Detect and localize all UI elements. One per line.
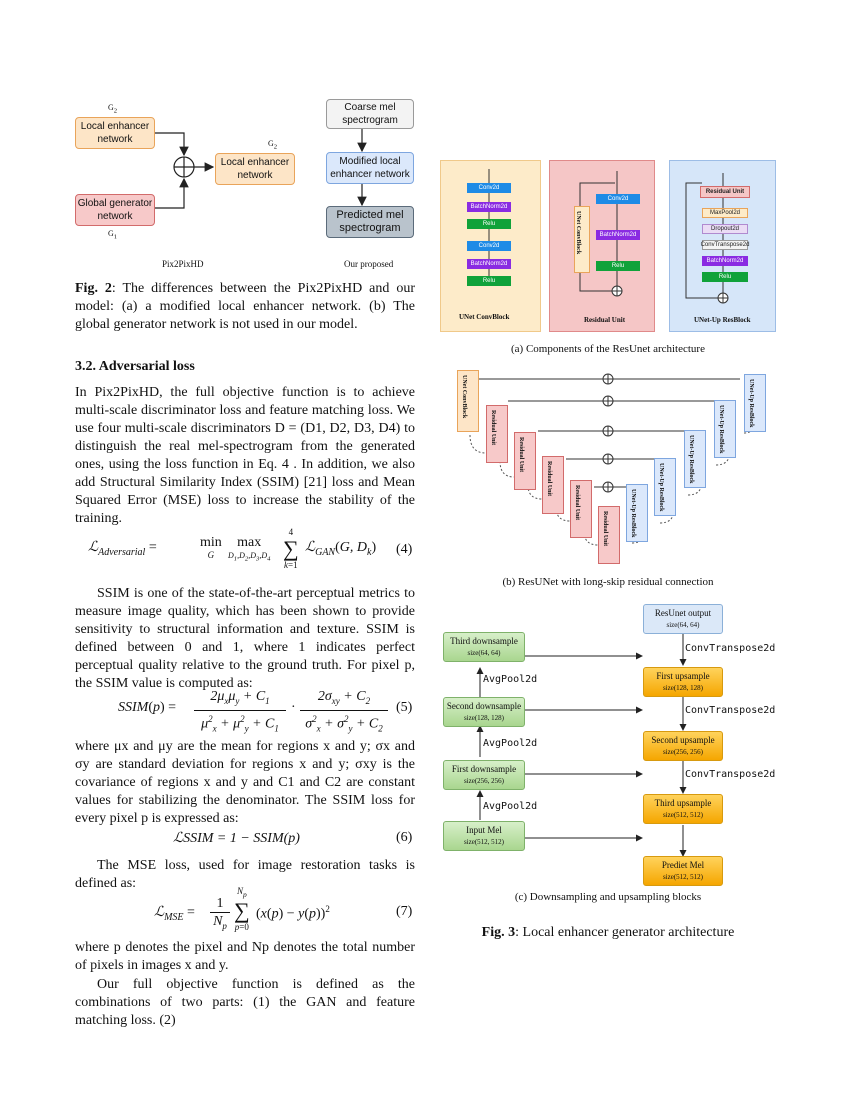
g1-label xyxy=(108,229,117,241)
3b-residual-unit-2 xyxy=(514,432,536,490)
convtranspose-label-3: ConvTranspose2d xyxy=(685,769,776,780)
our-proposed-label: Our proposed xyxy=(344,259,394,269)
convtranspose-label-2: ConvTranspose2d xyxy=(685,705,776,716)
paragraph-1: In Pix2PixHD, the full objective function is to achieve multi-scale discriminator loss and feature matching loss. We use four multi-scale discriminators D = (D1, D2, D3, D4) to distinguish the real mel-spectrogram from the generated ones, using the loss function in Eq. 4 . In addition, we also add Structural Similarity Index (SSIM) [21] loss and Mean Squared Error (MSE) loss to increase the stability of the training. xyxy=(75,385,415,526)
unet-convblock-label: UNet ConvBlock xyxy=(459,313,510,321)
3b-unet-up-3 xyxy=(684,430,706,488)
avgpool-label-1: AvgPool2d xyxy=(483,674,538,685)
fig3b-caption: (b) ResUNet with long-skip residual connection xyxy=(502,576,714,588)
g2-top-text: G xyxy=(108,103,114,112)
equation-7: ℒ$_{MSE}$ = 1 $N_p$ $N_p$ ∑ p=0 $(x(p) - y(p))^2$ xyxy=(154,886,330,932)
fig2-caption-bold: Fig. 2 xyxy=(75,281,112,296)
relu-block-1: Relu xyxy=(467,219,511,229)
3b-unet-up-4 xyxy=(714,400,736,458)
predicted-mel-text: Predicted mel spectrogram xyxy=(336,209,404,234)
fig3a-caption: (a) Components of the ResUnet architecture xyxy=(511,343,705,355)
3b-residual-unit-3 xyxy=(542,456,564,514)
section-heading: 3.2. Adversarial loss xyxy=(75,359,195,374)
local-enhancer-1-text: Local enhancer network xyxy=(80,121,150,145)
local-enhancer-box-2 xyxy=(215,153,295,185)
second-up-size: size(256, 256) xyxy=(662,748,704,756)
equation-5: SSIM(p) = $2\mu_x\mu_y + C_1$ $\mu^2_x + \mu^2_y + C_1$ · $2\sigma_{xy} + C_2$ $\sigma^2_x + \sigma^2_y + C_2$ xyxy=(110,688,390,730)
coarse-mel-box xyxy=(326,99,414,129)
paragraph-4: The MSE loss, used for image restoration tasks is defined as: xyxy=(75,858,415,891)
g2-label-right xyxy=(268,139,277,151)
3b-unet-up-5-label: UNet-Up ResBlock xyxy=(748,379,754,428)
paragraph-5: where p denotes the pixel and Np denotes the total number of pixels in images x and y. xyxy=(75,940,415,973)
3b-residual-unit-3-label: Residual Unit xyxy=(546,461,552,497)
modified-local-enhancer-box xyxy=(326,152,414,184)
unet-up-resblock-label: UNet-Up ResBlock xyxy=(694,316,751,324)
second-downsample-box xyxy=(443,697,525,727)
third-down-text: Third downsample xyxy=(450,636,518,646)
g2-top-sub: 2 xyxy=(113,107,118,115)
g2-right-sub: 2 xyxy=(273,143,278,151)
eq6-number: (6) xyxy=(396,830,413,845)
coarse-mel-text: Coarse mel spectrogram xyxy=(342,102,398,126)
third-up-text: Third upsample xyxy=(654,798,712,808)
up-residual-unit: Residual Unit xyxy=(700,186,750,198)
g2-right-text: G xyxy=(268,139,274,148)
3b-residual-unit-2-label: Residual Unit xyxy=(518,437,524,473)
first-down-text: First downsample xyxy=(451,764,517,774)
3b-residual-unit-1-label: Residual Unit xyxy=(490,410,496,446)
batchnorm-block-1: BatchNorm2d xyxy=(467,202,511,212)
resunet-output-box xyxy=(643,604,723,634)
predict-mel-box xyxy=(643,856,723,886)
dropout-block: Dropout2d xyxy=(702,224,748,234)
third-up-size: size(512, 512) xyxy=(662,811,704,819)
equation-6: ℒSSIM = 1 − SSIM(p) xyxy=(173,831,300,846)
convtranspose-block: ConvTranspose2d xyxy=(700,242,750,248)
avgpool-label-3: AvgPool2d xyxy=(483,801,538,812)
conv2d-block-2: Conv2d xyxy=(467,241,511,251)
relu-block-2: Relu xyxy=(467,276,511,286)
up-batchnorm-block: BatchNorm2d xyxy=(702,256,748,266)
avgpool-label-2: AvgPool2d xyxy=(483,738,538,749)
local-enhancer-2-text: Local enhancer network xyxy=(220,157,290,181)
conv2d-block-1: Conv2d xyxy=(467,183,511,193)
global-generator-box xyxy=(75,194,155,226)
3b-unet-up-3-label: UNet-Up ResBlock xyxy=(688,435,694,484)
residual-conv2d: Conv2d xyxy=(596,194,640,204)
g1-sub: 1 xyxy=(113,233,118,241)
eq5-number: (5) xyxy=(396,700,413,715)
g2-label-top xyxy=(108,103,117,115)
residual-unit-label: Residual Unit xyxy=(584,316,626,324)
3b-unet-up-1-label: UNet-Up ResBlock xyxy=(630,489,636,538)
third-upsample-box xyxy=(643,794,723,824)
g1-text: G xyxy=(108,229,114,238)
3b-residual-unit-5 xyxy=(598,506,620,564)
3b-residual-unit-4-label: Residual Unit xyxy=(574,485,580,521)
3b-unet-up-2-label: UNet-Up ResBlock xyxy=(658,463,664,512)
paragraph-3: where μx and μy are the mean for regions x and y; σx and σy are standard deviation for regions x and y; σxy is the covariance of regions x and y and C1 and C2 are constant values for stabilizing the denominator. The SSIM loss for every pixel p is expressed as: xyxy=(75,739,415,826)
fig2-caption-text: : The differences between the Pix2PixHD and our model: (a) a modified local enhancer network. (b) The global generator network is not used in our model. xyxy=(75,281,415,332)
eq7-number: (7) xyxy=(396,904,413,919)
residual-batchnorm: BatchNorm2d xyxy=(596,230,640,240)
input-mel-box xyxy=(443,821,525,851)
second-upsample-box xyxy=(643,731,723,761)
convtranspose-label-1: ConvTranspose2d xyxy=(685,643,776,654)
first-up-text: First upsample xyxy=(656,671,710,681)
predicted-mel-box xyxy=(326,206,414,238)
fig3c-caption: (c) Downsampling and upsampling blocks xyxy=(514,891,702,903)
3b-residual-unit-4 xyxy=(570,480,592,538)
second-up-text: Second upsample xyxy=(651,735,715,745)
first-downsample-box xyxy=(443,760,525,790)
up-relu-block: Relu xyxy=(702,272,748,282)
third-down-size: size(64, 64) xyxy=(467,649,501,657)
paragraph-6: Our full objective function is defined as the combinations of two parts: (1) the GAN and feature matching loss. (2) xyxy=(75,977,415,1028)
fig3-caption-text: : Local enhancer generator architecture xyxy=(515,925,735,940)
predict-mel-size: size(512, 512) xyxy=(662,873,704,881)
first-down-size: size(256, 256) xyxy=(463,777,505,785)
eq4-number: (4) xyxy=(396,542,413,557)
second-down-text: Second downsample xyxy=(446,701,522,711)
batchnorm-block-2: BatchNorm2d xyxy=(467,259,511,269)
fig3-caption xyxy=(440,924,776,942)
3b-unet-up-4-label: UNet-Up ResBlock xyxy=(718,405,724,454)
equation-4: ℒ$_{Adversarial}$ = min G max $D_1,D_2,D_3,D_4$ 4 ∑ k=1 ℒ$_{GAN}$(G, $D_k$) xyxy=(88,527,377,570)
residual-unit-panel xyxy=(549,160,655,332)
unet-up-resblock-panel xyxy=(669,160,776,332)
3b-unet-up-2 xyxy=(654,458,676,516)
convblock-mini-label: UNet ConvBlock xyxy=(575,211,581,255)
first-upsample-box xyxy=(643,667,723,697)
3b-unet-up-1 xyxy=(626,484,648,542)
local-enhancer-box-1 xyxy=(75,117,155,149)
3b-residual-unit-1 xyxy=(486,405,508,463)
predict-mel-text: Prediet Mel xyxy=(661,860,705,870)
unet-convblock-panel xyxy=(440,160,541,332)
first-up-size: size(128, 128) xyxy=(662,684,704,692)
3b-unet-convblock xyxy=(457,370,479,432)
fig3-caption-bold: Fig. 3 xyxy=(481,925,516,940)
resunet-output-text: ResUnet output xyxy=(654,608,712,618)
modified-local-text: Modified local enhancer network xyxy=(330,156,410,180)
maxpool-block: MaxPool2d xyxy=(702,208,748,218)
residual-arrows xyxy=(550,161,656,333)
paragraph-2: SSIM is one of the state-of-the-art perceptual metrics to measure image quality, which has been shown to provide sensitivity to structural information and texture. SSIM is defined between 0 and 1, where 1 indicates perfect perceptual quality relative to the ground truth. For pixel p, the SSIM value is computed as: xyxy=(75,586,415,691)
third-downsample-box xyxy=(443,632,525,662)
global-generator-text: Global generator network xyxy=(77,198,153,222)
resunet-output-size: size(64, 64) xyxy=(666,621,700,629)
3b-unet-up-5 xyxy=(744,374,766,432)
input-mel-text: Input Mel xyxy=(466,825,502,835)
fig2-caption xyxy=(75,280,415,334)
second-down-size: size(128, 128) xyxy=(463,714,505,722)
input-mel-size: size(512, 512) xyxy=(463,838,505,846)
pix2pixhd-label: Pix2PixHD xyxy=(162,259,204,269)
3b-unet-convblock-label: UNet ConvBlock xyxy=(461,375,467,419)
3b-residual-unit-5-label: Residual Unit xyxy=(602,511,608,547)
residual-relu: Relu xyxy=(596,261,640,271)
